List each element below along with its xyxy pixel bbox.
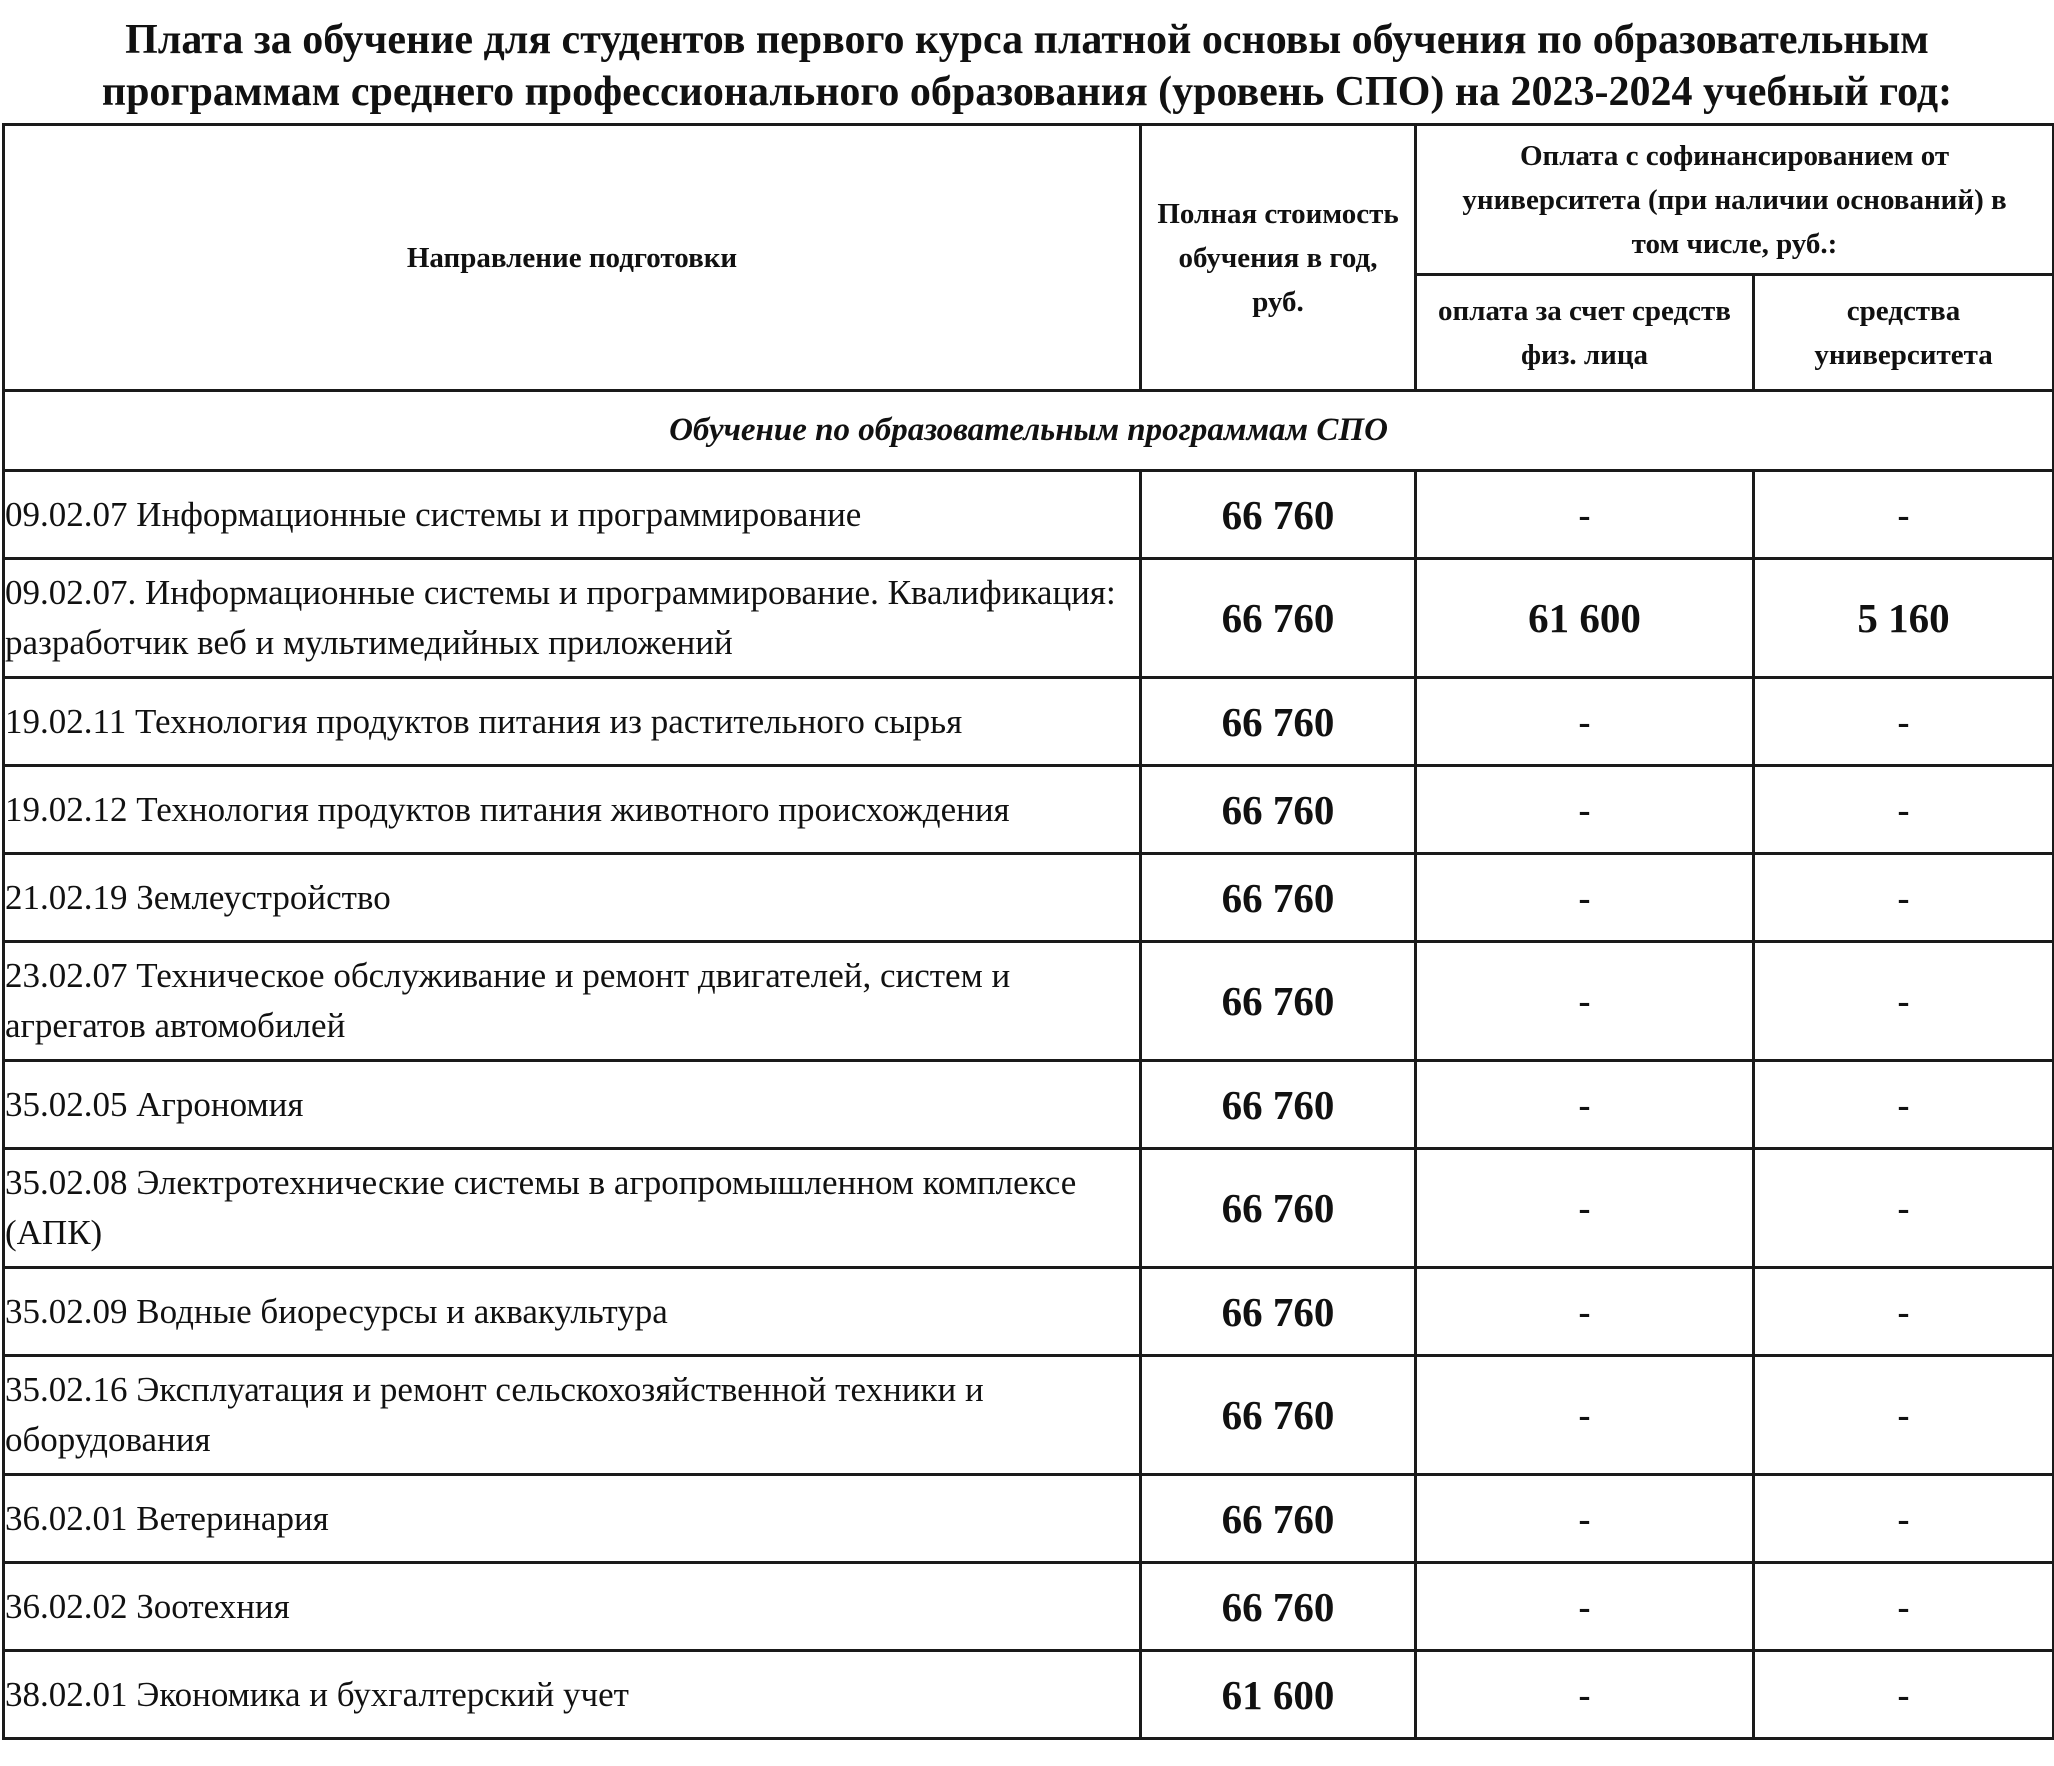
tuition-fee-table (2, 123, 2054, 1740)
program-name: 09.02.07. Информационные системы и программирование. Квалификация: разработчик веб и мультимедийных приложений (4, 559, 1141, 678)
university-funds-value: - (1754, 1563, 2054, 1651)
full-cost-value: 66 760 (1141, 471, 1416, 559)
individual-payment-value: - (1416, 1061, 1754, 1149)
university-funds-value: - (1754, 854, 2054, 942)
university-funds-value: - (1754, 1651, 2054, 1739)
section-title: Обучение по образовательным программам СПО (4, 391, 2054, 471)
program-name: 23.02.07 Техническое обслуживание и ремонт двигателей, систем и агрегатов автомобилей (4, 942, 1141, 1061)
header-full-cost: Полная стоимость обучения в год, руб. (1141, 125, 1416, 391)
full-cost-value: 61 600 (1141, 1651, 1416, 1739)
individual-payment-value: - (1416, 1475, 1754, 1563)
program-name: 35.02.08 Электротехнические системы в агропромышленном комплексе (АПК) (4, 1149, 1141, 1268)
university-funds-value: - (1754, 1268, 2054, 1356)
individual-payment-value: - (1416, 766, 1754, 854)
full-cost-value: 66 760 (1141, 1061, 1416, 1149)
header-cofinancing: Оплата с софинансированием от университета (при наличии оснований) в том числе, руб.: (1416, 125, 2054, 275)
program-name: 36.02.01 Ветеринария (4, 1475, 1141, 1563)
program-name: 09.02.07 Информационные системы и программирование (4, 471, 1141, 559)
individual-payment-value: - (1416, 1149, 1754, 1268)
university-funds-value: - (1754, 942, 2054, 1061)
program-name: 21.02.19 Землеустройство (4, 854, 1141, 942)
individual-payment-value: - (1416, 854, 1754, 942)
program-name: 35.02.05 Агрономия (4, 1061, 1141, 1149)
full-cost-value: 66 760 (1141, 1268, 1416, 1356)
table-row (4, 678, 2054, 766)
individual-payment-value: - (1416, 942, 1754, 1061)
program-name: 38.02.01 Экономика и бухгалтерский учет (4, 1651, 1141, 1739)
table-row (4, 1356, 2054, 1475)
full-cost-value: 66 760 (1141, 1356, 1416, 1475)
full-cost-value: 66 760 (1141, 854, 1416, 942)
full-cost-value: 66 760 (1141, 766, 1416, 854)
title-line-2: программам среднего профессионального образования (уровень СПО) на 2023-2024 учебный год: (101, 69, 1953, 115)
university-funds-value: - (1754, 1061, 2054, 1149)
full-cost-value: 66 760 (1141, 1563, 1416, 1651)
program-name: 35.02.09 Водные биоресурсы и аквакультура (4, 1268, 1141, 1356)
table-row (4, 766, 2054, 854)
full-cost-value: 66 760 (1141, 1475, 1416, 1563)
header-direction: Направление подготовки (4, 125, 1141, 391)
program-name: 19.02.11 Технология продуктов питания из растительного сырья (4, 678, 1141, 766)
table-row (4, 942, 2054, 1061)
university-funds-value: - (1754, 1149, 2054, 1268)
table-row (4, 854, 2054, 942)
individual-payment-value: - (1416, 471, 1754, 559)
table-row (4, 1475, 2054, 1563)
table-row (4, 471, 2054, 559)
individual-payment-value: - (1416, 1651, 1754, 1739)
university-funds-value: - (1754, 1475, 2054, 1563)
table-row (4, 559, 2054, 678)
header-university-funds: средства университета (1754, 275, 2054, 391)
university-funds-value: 5 160 (1754, 559, 2054, 678)
individual-payment-value: - (1416, 1268, 1754, 1356)
full-cost-value: 66 760 (1141, 942, 1416, 1061)
page-title (0, 14, 2054, 118)
individual-payment-value: 61 600 (1416, 559, 1754, 678)
table-row (4, 1061, 2054, 1149)
individual-payment-value: - (1416, 1563, 1754, 1651)
university-funds-value: - (1754, 471, 2054, 559)
header-individual-payment: оплата за счет средств физ. лица (1416, 275, 1754, 391)
full-cost-value: 66 760 (1141, 1149, 1416, 1268)
full-cost-value: 66 760 (1141, 559, 1416, 678)
table-row (4, 1651, 2054, 1739)
program-name: 35.02.16 Эксплуатация и ремонт сельскохозяйственной техники и оборудования (4, 1356, 1141, 1475)
university-funds-value: - (1754, 766, 2054, 854)
full-cost-value: 66 760 (1141, 678, 1416, 766)
title-line-1: Плата за обучение для студентов первого курса платной основы обучения по образовательным (125, 17, 1929, 63)
individual-payment-value: - (1416, 678, 1754, 766)
program-name: 36.02.02 Зоотехния (4, 1563, 1141, 1651)
table-row (4, 1563, 2054, 1651)
program-name: 19.02.12 Технология продуктов питания животного происхождения (4, 766, 1141, 854)
table-row (4, 1149, 2054, 1268)
individual-payment-value: - (1416, 1356, 1754, 1475)
university-funds-value: - (1754, 678, 2054, 766)
table-row (4, 1268, 2054, 1356)
university-funds-value: - (1754, 1356, 2054, 1475)
